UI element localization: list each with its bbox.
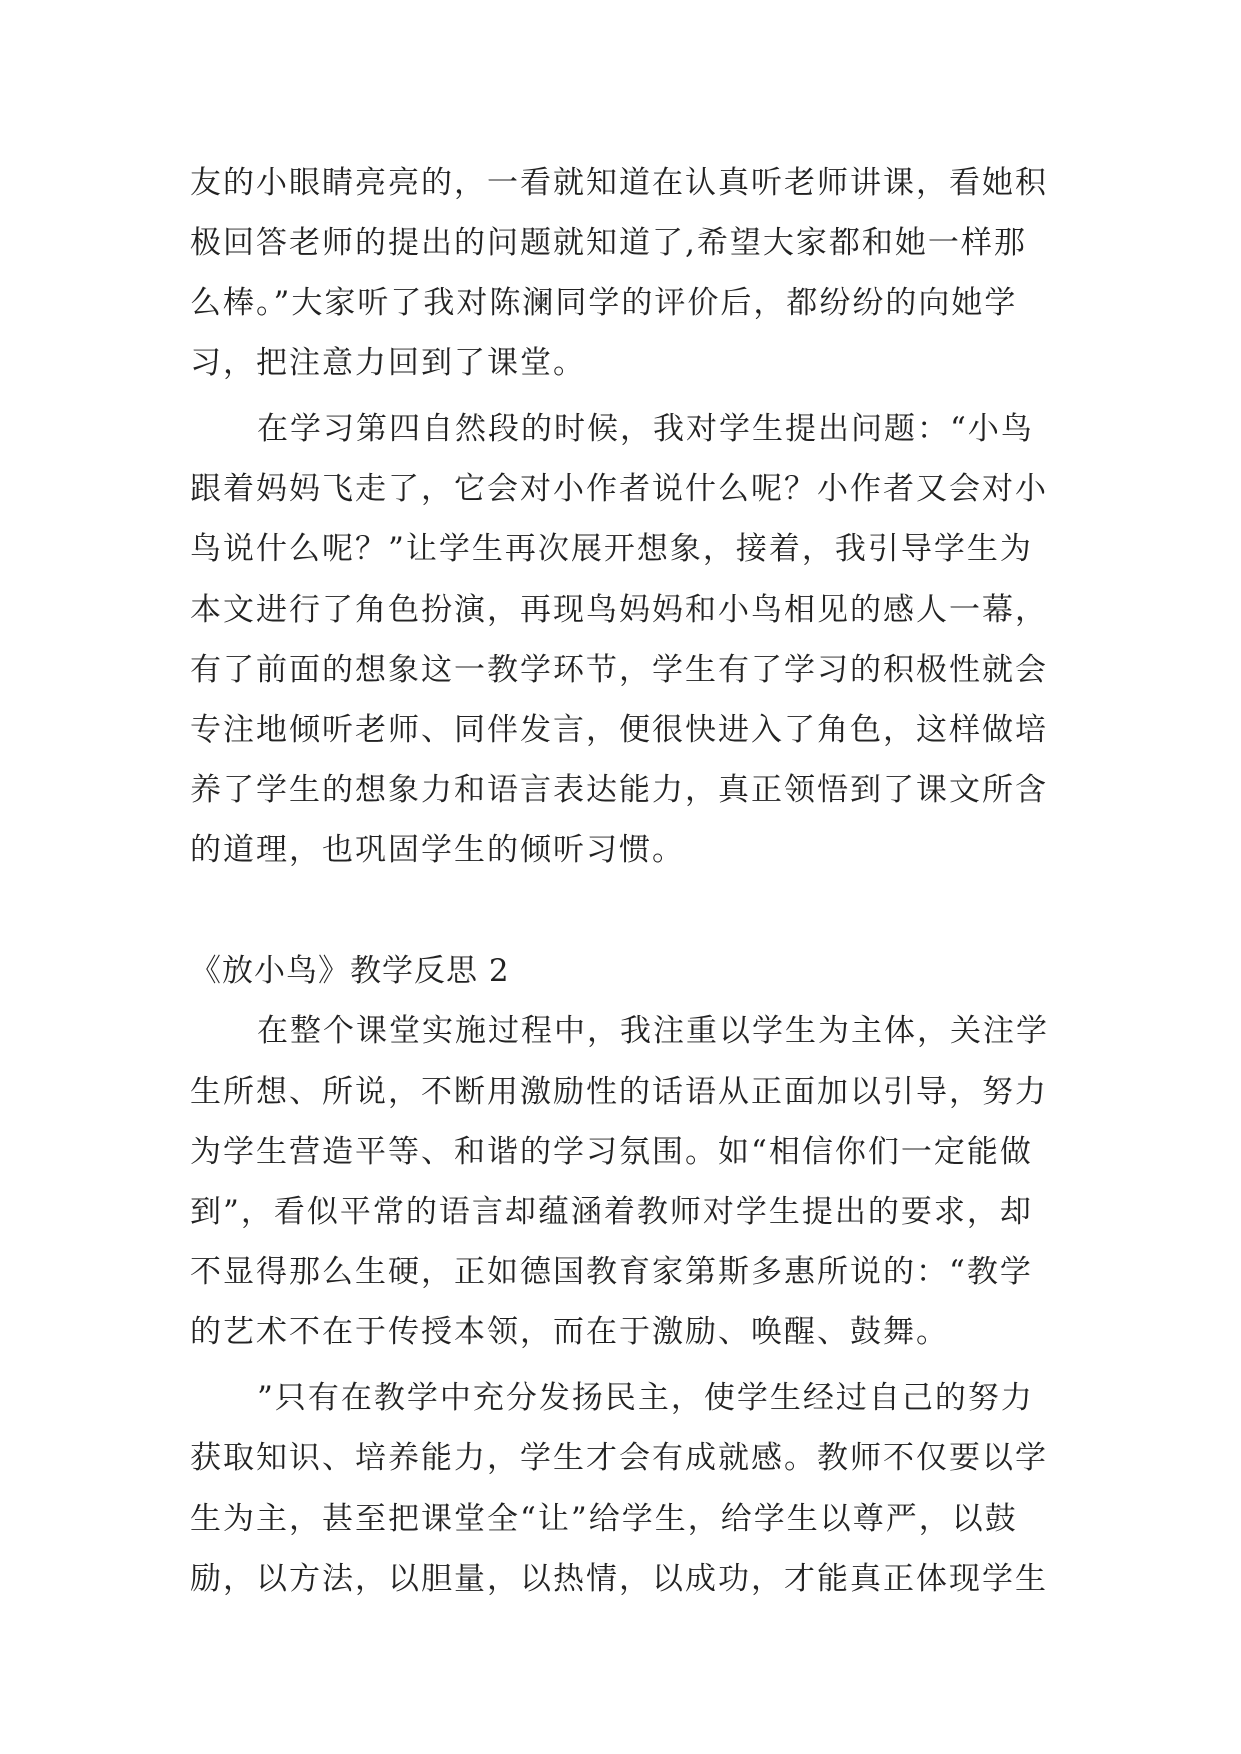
section-heading: 《放小鸟》教学反思 2 — [190, 953, 510, 989]
text-line: 励，以方法，以胆量，以热情，以成功，才能真正体现学生 — [190, 1561, 1048, 1597]
text-line: 的道理，也巩固学生的倾听习惯。 — [190, 832, 685, 868]
text-line: 的艺术不在于传授本领，而在于激励、唤醒、鼓舞。 — [190, 1314, 949, 1350]
text-line: 到”，看似平常的语言却蕴涵着教师对学生提出的要求，却 — [190, 1194, 1033, 1230]
paragraph-first-line: 在整个课堂实施过程中，我注重以学生为主体，关注学 — [257, 1013, 1049, 1049]
text-line: 专注地倾听老师、同伴发言，便很快进入了角色，这样做培 — [190, 712, 1048, 748]
text-line: 为学生营造平等、和谐的学习氛围。如“相信你们一定能做 — [190, 1134, 1033, 1170]
text-line: 本文进行了角色扮演，再现鸟妈妈和小鸟相见的感人一幕， — [190, 592, 1048, 628]
text-line: 鸟说什么呢？”让学生再次展开想象，接着，我引导学生为 — [190, 531, 1033, 567]
text-line: 不显得那么生硬，正如德国教育家第斯多惠所说的：“教学 — [190, 1254, 1033, 1290]
text-line: 获取知识、培养能力，学生才会有成就感。教师不仅要以学 — [190, 1440, 1048, 1476]
text-line: 有了前面的想象这一教学环节，学生有了学习的积极性就会 — [190, 652, 1048, 688]
text-line: 么棒。”大家听了我对陈澜同学的评价后，都纷纷的向她学 — [190, 285, 1018, 321]
text-line: 生所想、所说，不断用激励性的话语从正面加以引导，努力 — [190, 1074, 1048, 1110]
paragraph-first-line: ”只有在教学中充分发扬民主，使学生经过自己的努力 — [257, 1380, 1034, 1416]
text-line: 极回答老师的提出的问题就知道了,希望大家都和她一样那 — [190, 225, 1027, 261]
text-line: 习，把注意力回到了课堂。 — [190, 345, 586, 381]
text-line: 跟着妈妈飞走了，它会对小作者说什么呢？小作者又会对小 — [190, 471, 1048, 507]
text-line: 养了学生的想象力和语言表达能力，真正领悟到了课文所含 — [190, 772, 1048, 808]
text-line: 生为主，甚至把课堂全“让”给学生，给学生以尊严，以鼓 — [190, 1501, 1018, 1537]
paragraph-first-line: 在学习第四自然段的时候，我对学生提出问题：“小鸟 — [257, 411, 1034, 447]
text-line: 友的小眼睛亮亮的，一看就知道在认真听老师讲课，看她积 — [190, 165, 1048, 201]
